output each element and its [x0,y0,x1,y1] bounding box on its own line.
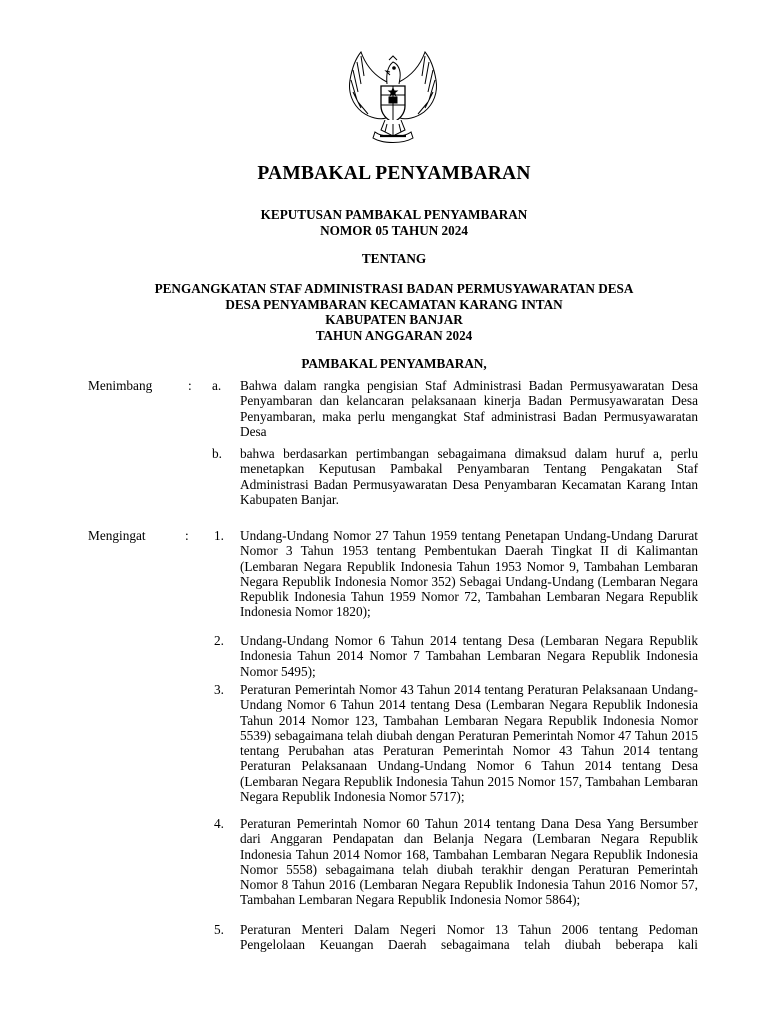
legal-basis-text: Undang-Undang Nomor 6 Tahun 2014 tentang Desa (Lembaran Negara Republik Indonesia Tahun 2014 Nomor 7 Tambahan Lembaran Negara Republik Indonesia Nomor 5495); [240,633,698,679]
menimbang-label: Menimbang [88,378,153,393]
legal-basis-marker: 5. [214,922,224,937]
legal-basis-marker: 4. [214,816,224,831]
legal-basis-text: Peraturan Pemerintah Nomor 43 Tahun 2014 tentang Peraturan Pelaksanaan Undang-Undang Nomor 6 Tahun 2014 tentang Desa (Lembaran Negara Republik Indonesia Tahun 2014 Nomor 123, Tambahan Lembaran Negara Republik Indonesia Nomor 5539) sebagaimana telah diubah dengan Peraturan Pemerintah Nomor 47 Tahun 2015 tentang Perubahan atas Peraturan Pemerintah Nomor 43 Tahun 2014 tentang Peraturan Pelaksanaan Undang-Undang Nomor 6 Tahun 2014 tentang Desa (Lembaran Negara Republik Indonesia Tahun 2015 Nomor 157, Tambahan Lembaran Negara Republik Indonesia Nomor 5717); [240,682,698,805]
page-title: PAMBAKAL PENYAMBARAN [257,163,531,184]
mengingat-colon: : [185,528,189,543]
issuer-heading: PAMBAKAL PENYAMBARAN, [301,356,487,371]
menimbang-colon: : [188,378,192,393]
consideration-text: Bahwa dalam rangka pengisian Staf Administrasi Badan Permusyawaratan Desa Penyambaran dan kelancaran pelaksanaan kinerja Badan Permusyawaratan Desa Penyambaran, maka perlu mengangkat Staf administrasi Badan Permusyawaratan Desa [240,378,698,439]
legal-basis-text: Peraturan Menteri Dalam Negeri Nomor 13 Tahun 2006 tentang Pedoman Pengelolaan Keuangan Daerah sebagaimana telah diubah beberapa kali [240,922,698,953]
consideration-marker: a. [212,378,222,393]
legal-basis-marker: 1. [214,528,224,543]
decree-number: NOMOR 05 TAHUN 2024 [320,222,468,238]
subject-line: DESA PENYAMBARAN KECAMATAN KARANG INTAN [225,296,563,312]
mengingat-label: Mengingat [88,528,146,543]
subject-line: KABUPATEN BANJAR [325,312,463,327]
consideration-marker: b. [212,446,222,461]
legal-basis-text: Undang-Undang Nomor 27 Tahun 1959 tentang Penetapan Undang-Undang Darurat Nomor 3 Tahun 1953 tentang Pembentukan Daerah Tingkat II di Kalimantan (Lembaran Negara Republik Indonesia Tahun 1953 Nomor 9, Tambahan Lembaran Negara Republik Indonesia Nomor 352) Sebagai Undang-Undang (Lembaran Negara Republik Indonesia Tahun 1959 Nomor 72, Tambahan Lembaran Negara Republik Indonesia Nomor 1820); [240,528,698,620]
decree-title: KEPUTUSAN PAMBAKAL PENYAMBARAN [260,207,528,222]
legal-basis-marker: 2. [214,633,224,648]
legal-basis-text: Peraturan Pemerintah Nomor 60 Tahun 2014 tentang Dana Desa Yang Bersumber dari Anggaran Pendapatan dan Belanja Negara (Lembaran Negara Republik Indonesia Tahun 2014 Nomor 168, Tambahan Lembaran Negara Republik Indonesia Nomor 5558) sebagaimana telah diubah terakhir dengan Peraturan Pemerintah Nomor 8 Tahun 2016 (Lembaran Negara Republik Indonesia Tahun 2016 Nomor 57, Tambahan Lembaran Negara Republik Indonesia Nomor 5864); [240,816,698,908]
garuda-pancasila-emblem [340,46,446,148]
subject-line: PENGANGKATAN STAF ADMINISTRASI BADAN PERMUSYAWARATAN DESA [154,281,634,296]
subject-line: TAHUN ANGGARAN 2024 [315,327,473,343]
consideration-text: bahwa berdasarkan pertimbangan sebagaimana dimaksud dalam huruf a, perlu menetapkan Keputusan Pambakal Penyambaran Tentang Pengakatan Staf Administrasi Badan Permusyawaratan Desa Penyambaran Kecamatan Karang Intan Kabupaten Banjar. [240,446,698,507]
tentang-heading: TENTANG [361,251,427,266]
legal-basis-marker: 3. [214,682,224,697]
